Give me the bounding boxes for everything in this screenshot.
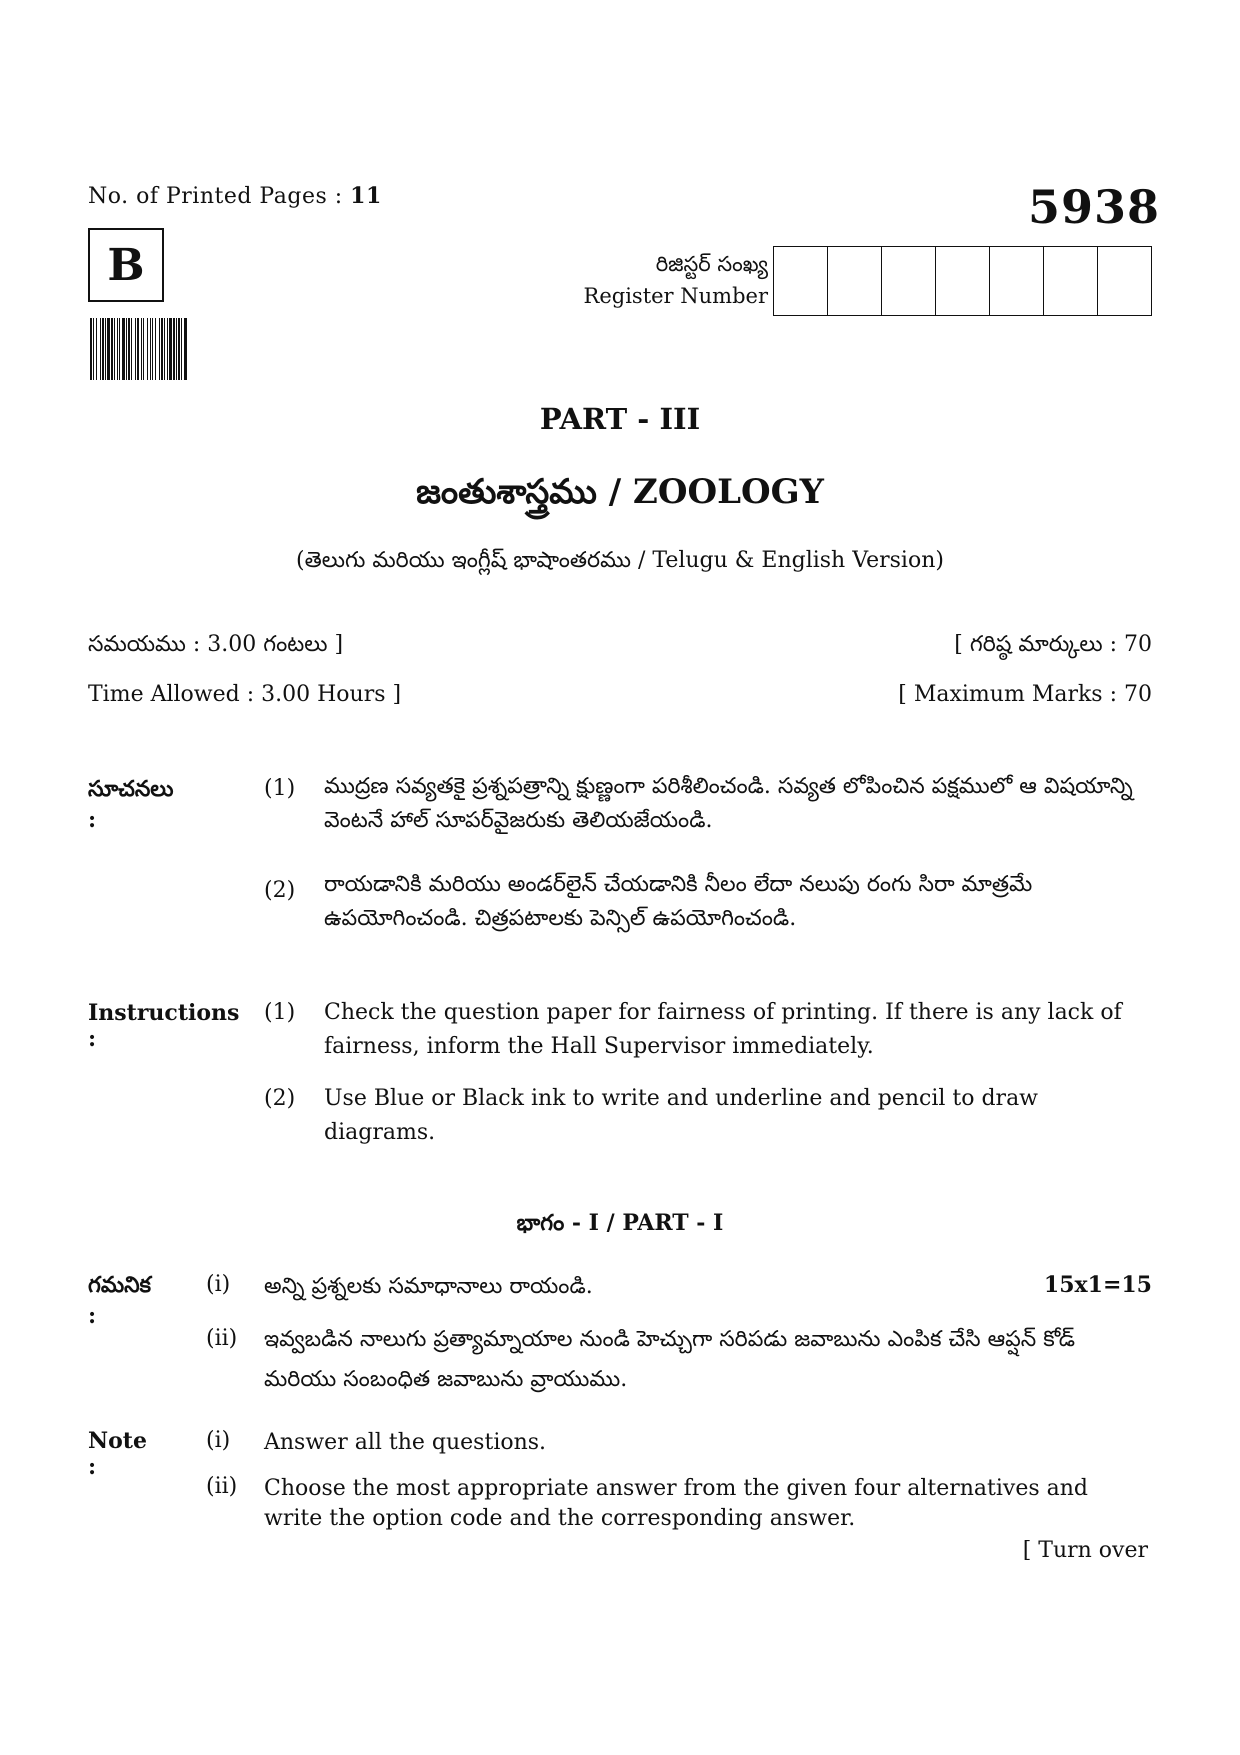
time-marks-te xyxy=(88,632,1152,662)
barcode-bar xyxy=(111,318,113,380)
barcode-bar xyxy=(147,318,148,380)
register-digit-box[interactable] xyxy=(774,247,828,315)
barcode-bar xyxy=(114,318,115,380)
section-marks: 15x1=15 xyxy=(1043,1272,1152,1298)
instruction-number: (2) xyxy=(264,1086,296,1111)
paper-code: 5938 xyxy=(1027,180,1160,234)
barcode-bar xyxy=(184,318,187,380)
instruction-text: Use Blue or Black ink to write and underline and pencil to draw diagrams. xyxy=(324,1086,1039,1145)
instruction-number: (1) xyxy=(264,1000,296,1025)
instruction-number: (2) xyxy=(264,878,296,903)
register-digit-box[interactable] xyxy=(1044,247,1098,315)
note-text: అన్ని ప్రశ్నలకు సమాధానాలు రాయండి. xyxy=(264,1274,593,1299)
max-marks-te: [ గరిష్ఠ మార్కులు : 70 xyxy=(954,632,1152,657)
version-line: (తెలుగు మరియు ఇంగ్లీష్ భాషాంతరము / Telugu & English Version) xyxy=(296,548,944,573)
instruction-text: రాయడానికి మరియు అండర్‌లైన్ చేయడానికి నీలం లేదా నలుపు రంగు సిరా మాత్రమే ఉపయోగించండి. చిత్రపటాలకు పెన్సిల్ ఉపయోగించండి. xyxy=(324,872,1033,931)
barcode-bar xyxy=(167,318,168,380)
printed-pages xyxy=(88,183,382,209)
instructions-en-label: Instructions : xyxy=(88,1000,240,1052)
barcode-bar xyxy=(150,318,151,380)
register-digit-box[interactable] xyxy=(882,247,936,315)
note-text: ఇవ్వబడిన నాలుగు ప్రత్యామ్నాయాల నుండి హెచ్చుగా సరిపడు జవాబును ఎంపిక చేసి ఆప్షన్ కోడ్ మరియు సంబంధిత జవాబును వ్రాయుము. xyxy=(264,1327,1076,1392)
barcode-bar xyxy=(176,318,177,380)
register-label-te: రిజిస్టర్ సంఖ్య xyxy=(655,252,768,276)
time-allowed-te: సమయము : 3.00 గంటలు ] xyxy=(88,632,344,657)
barcode-bar xyxy=(178,318,180,380)
instruction-number: (1) xyxy=(264,776,296,801)
instruction-text: ముద్రణ సవ్యతకై ప్రశ్నపత్రాన్ని క్షుణ్ణంగా పరిశీలించండి. సవ్యత లోపించిన పక్షములో ఆ విషయాన్ని వెంటనే హాల్ సూపర్‌వైజరుకు తెలియజేయండి. xyxy=(324,774,1133,833)
time-marks-en xyxy=(88,682,1152,707)
barcode-bar xyxy=(126,318,127,380)
time-allowed-en: Time Allowed : 3.00 Hours ] xyxy=(88,682,402,707)
barcode-bar xyxy=(169,318,172,380)
printed-pages-value: 11 xyxy=(350,183,382,209)
register-digit-box[interactable] xyxy=(936,247,990,315)
barcode-bar xyxy=(135,318,136,380)
barcode-bar xyxy=(143,318,144,380)
barcode-bar xyxy=(122,318,125,380)
turn-over-label: [ Turn over xyxy=(1022,1538,1148,1563)
barcode-bar xyxy=(161,318,163,380)
note-number: (i) xyxy=(206,1272,231,1297)
note-text: Choose the most appropriate answer from the given four alternatives and write the option code and the corresponding answer. xyxy=(264,1476,1089,1531)
barcode-bar xyxy=(107,318,110,380)
barcode-bar xyxy=(90,318,92,380)
barcode-bar xyxy=(102,318,104,380)
barcode-bar xyxy=(119,318,120,380)
barcode-bar xyxy=(181,318,182,380)
barcode-bar xyxy=(141,318,142,380)
barcode-bar xyxy=(164,318,165,380)
barcode xyxy=(90,318,290,380)
barcode-bar xyxy=(131,318,132,380)
register-digit-box[interactable] xyxy=(1098,247,1151,315)
instructions-te-label: సూచనలు : xyxy=(88,776,174,833)
barcode-bar xyxy=(159,318,160,380)
barcode-bar xyxy=(155,318,156,380)
barcode-bar xyxy=(96,318,97,380)
printed-pages-label: No. of Printed Pages : xyxy=(88,184,351,209)
part-title: PART - III xyxy=(539,402,701,436)
barcode-bar xyxy=(117,318,118,380)
note-text: Answer all the questions. xyxy=(264,1430,547,1455)
register-number-boxes[interactable] xyxy=(773,246,1152,316)
section-title: భాగం - I / PART - I xyxy=(516,1210,724,1236)
note-en-label: Note : xyxy=(88,1428,147,1480)
register-number-label xyxy=(584,248,768,312)
max-marks-en: [ Maximum Marks : 70 xyxy=(898,682,1152,707)
note-number: (i) xyxy=(206,1428,231,1453)
instruction-text: Check the question paper for fairness of printing. If there is any lack of fairness, inform the Hall Supervisor immediately. xyxy=(324,1000,1122,1059)
barcode-bar xyxy=(93,318,94,380)
series-letter-box: B xyxy=(88,228,164,302)
register-label-en: Register Number xyxy=(583,284,768,308)
barcode-bar xyxy=(137,318,139,380)
note-te-label: గమనిక : xyxy=(88,1272,152,1329)
barcode-bar xyxy=(128,318,130,380)
barcode-bar xyxy=(105,318,106,380)
subject-title: జంతుశాస్త్రము / ZOOLOGY xyxy=(416,472,824,512)
barcode-bar xyxy=(173,318,175,380)
register-digit-box[interactable] xyxy=(828,247,882,315)
barcode-bar xyxy=(100,318,101,380)
register-digit-box[interactable] xyxy=(990,247,1044,315)
barcode-bar xyxy=(152,318,153,380)
note-number: (ii) xyxy=(206,1326,238,1351)
note-number: (ii) xyxy=(206,1474,238,1499)
